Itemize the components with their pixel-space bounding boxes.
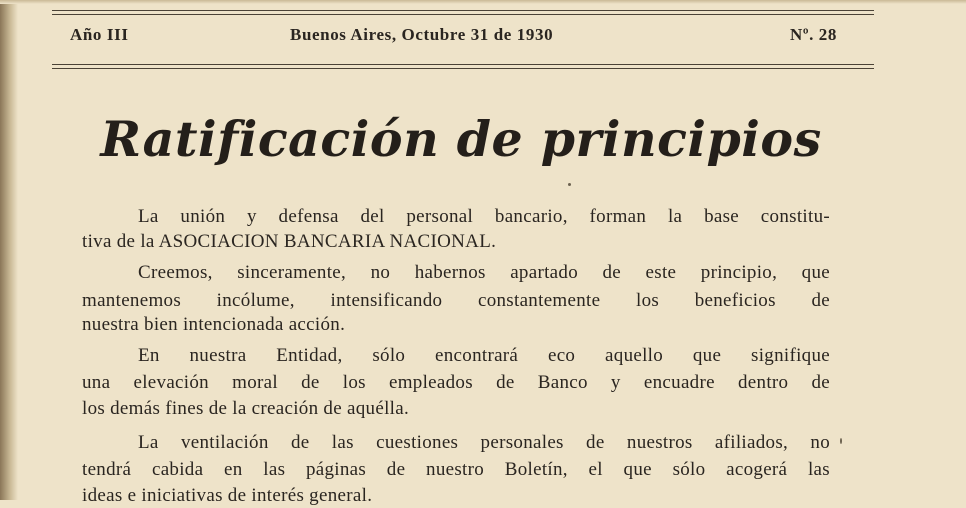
body-line: La unión y defensa del personal bancario, forman la base constitu-	[138, 206, 830, 227]
body-line: La ventilación de las cuestiones personales de nuestros afiliados, no	[138, 432, 830, 453]
body-line: nuestra bien intencionada acción.	[82, 314, 346, 335]
issue-date: Buenos Aires, Octubre 31 de 1930	[290, 25, 554, 44]
article-title: Ratificación de principios	[100, 110, 822, 168]
page-edge-shadow	[0, 0, 18, 500]
body-line: una elevación moral de los empleados de Banco y encuadre dentro de	[82, 372, 830, 393]
top-edge	[0, 0, 966, 4]
body-line: mantenemos incólume, intensificando constantemente los beneficios de	[82, 290, 830, 311]
body-line: tiva de la ASOCIACION BANCARIA NACIONAL.	[82, 231, 497, 252]
body-line: los demás fines de la creación de aquélla.	[82, 398, 410, 419]
header-rule-bottom-2	[52, 68, 874, 69]
body-line: En nuestra Entidad, sólo encontrará eco aquello que signifique	[138, 345, 830, 366]
body-line: tendrá cabida en las páginas de nuestro Boletín, el que sólo acogerá las	[82, 459, 830, 480]
header-rule-top-1	[52, 10, 874, 11]
paper-speck	[840, 438, 842, 444]
body-line: Creemos, sinceramente, no habernos apartado de este principio, que	[138, 262, 830, 283]
issue-year: Año III	[70, 25, 129, 44]
issue-number: Nº. 28	[790, 25, 837, 44]
header-rule-top-2	[52, 14, 874, 15]
paper-speck	[568, 183, 571, 186]
body-line: ideas e iniciativas de interés general.	[82, 485, 373, 506]
header-rule-bottom-1	[52, 64, 874, 65]
